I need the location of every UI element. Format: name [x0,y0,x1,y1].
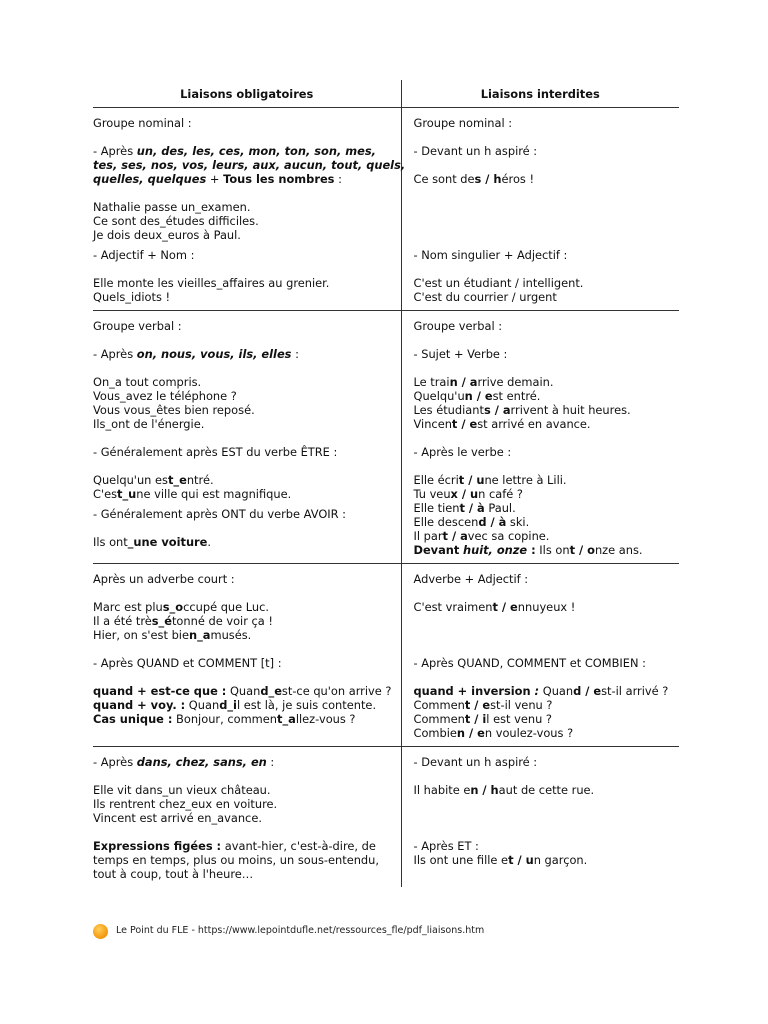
liaisons-page [93,80,679,887]
section-title: Groupe nominal : [93,116,192,130]
rule-line: - Après QUAND et COMMENT [t] : [93,656,282,670]
obligatoires-adverbes [93,564,401,747]
example-line: Quelqu'un / est entré. [413,389,541,403]
example-line: Ils ont une fille et / un garçon. [413,853,588,867]
example-line: Combien / en voulez-vous ? [413,726,574,740]
section-groupe-nominal [93,108,679,311]
example-line: Ils ont_une voiture. [93,535,212,549]
example-line: Devant huit, onze : Ils ont / onze ans. [413,543,643,557]
rule-line: - Après un, des, les, ces, mon, ton, son, mes, [93,144,376,158]
interdites-groupe-nominal [401,108,679,311]
section-title: Adverbe + Adjectif : [413,572,529,586]
example-line: Ils rentrent chez_eux en voiture. [93,797,278,811]
example-line: quand + est-ce que : Quand_est-ce qu'on arrive ? [93,684,392,698]
rule-line: - Après dans, chez, sans, en : [93,755,275,769]
example-line: Cas unique : Bonjour, comment_allez-vous ? [93,712,356,726]
example-line: quand + voy. : Quand_il est là, je suis contente. [93,698,377,712]
example-line: Je dois deux_euros à Paul. [93,228,241,242]
example-line: Vincent / est arrivé en avance. [413,417,591,431]
liaisons-table [93,80,679,887]
example-line: Expressions figées : avant-hier, c'est-à-dire, de [93,839,376,853]
example-line: Il habite en / haut de cette rue. [413,783,595,797]
header-obligatoires: Liaisons obligatoires [93,80,401,108]
example-line: quand + inversion : Quand / est-il arrivé ? [413,684,669,698]
section-title: Groupe verbal : [93,319,182,333]
footer-text[interactable]: Le Point du FLE - https://www.lepointdufle.net/ressources_fle/pdf_liaisons.htm [116,925,485,936]
example-line: temps en temps, plus ou moins, un sous-entendu, [93,853,380,867]
section-title: Après un adverbe court : [93,572,235,586]
example-line: Nathalie passe un_examen. [93,200,251,214]
section-groupe-verbal [93,311,679,564]
example-line: Ce sont des / héros ! [413,172,535,186]
rule-line: - Devant un h aspiré : [413,144,538,158]
example-line: tout à coup, tout à l'heure… [93,867,254,881]
example-line: Tu veux / un café ? [413,487,523,501]
rule-line: quelles, quelques + Tous les nombres : [93,172,342,186]
example-line: Ils_ont de l'énergie. [93,417,205,431]
header-interdites: Liaisons interdites [401,80,679,108]
example-line: Elle descend / à ski. [413,515,530,529]
interdites-adverbes [401,564,679,747]
section-title: Groupe nominal : [413,116,513,130]
example-line: C'est vraiment / ennuyeux ! [413,600,576,614]
rule-line: - Sujet + Verbe : [413,347,508,361]
example-line: Les étudiants / arrivent à huit heures. [413,403,631,417]
example-line: Vous vous_êtes bien reposé. [93,403,255,417]
example-line: Quelqu'un est_entré. [93,473,214,487]
example-line: Il part / avec sa copine. [413,529,550,543]
example-line: Le train / arrive demain. [413,375,554,389]
example-line: Ce sont des_études difficiles. [93,214,259,228]
example-line: Elle écrit / une lettre à Lili. [413,473,567,487]
section-prepositions [93,747,679,888]
example-line: C'est un étudiant / intelligent. [413,276,584,290]
example-line: On_a tout compris. [93,375,202,389]
example-line: Elle tient / à Paul. [413,501,516,515]
rule-line: tes, ses, nos, vos, leurs, aux, aucun, tout, quels, [93,158,406,172]
example-line: Vous_avez le téléphone ? [93,389,237,403]
example-line: Quels_idiots ! [93,290,171,304]
obligatoires-prepositions [93,747,401,888]
section-adverbes [93,564,679,747]
example-line: C'est du courrier / urgent [413,290,557,304]
footer [93,922,484,940]
example-line: Comment / il est venu ? [413,712,552,726]
example-line: Vincent est arrivé en_avance. [93,811,262,825]
example-line: Elle monte les vieilles_affaires au grenier. [93,276,330,290]
rule-line: - Adjectif + Nom : [93,248,195,262]
example-line: Marc est plus_occupé que Luc. [93,600,270,614]
example-line: C'est_une ville qui est magnifique. [93,487,292,501]
rule-line: - Nom singulier + Adjectif : [413,248,568,262]
rule-line: - Après ET : [413,839,479,853]
example-line: Elle vit dans_un vieux château. [93,783,271,797]
example-line: Hier, on s'est bien_amusés. [93,628,252,642]
logo-dot-icon [93,924,108,939]
interdites-prepositions [401,747,679,888]
rule-line: - Après on, nous, vous, ils, elles : [93,347,299,361]
example-line: Il a été très_étonné de voir ça ! [93,614,273,628]
obligatoires-groupe-nominal [93,108,406,311]
rule-line: - Après le verbe : [413,445,512,459]
rule-line: - Après QUAND, COMMENT et COMBIEN : [413,656,646,670]
rule-line: - Généralement après EST du verbe ÊTRE : [93,445,338,459]
obligatoires-groupe-verbal [93,311,401,564]
example-line: Comment / est-il venu ? [413,698,553,712]
section-title: Groupe verbal : [413,319,503,333]
table-header [93,80,679,108]
interdites-groupe-verbal [401,311,679,564]
rule-line: - Généralement après ONT du verbe AVOIR : [93,507,347,521]
rule-line: - Devant un h aspiré : [413,755,538,769]
